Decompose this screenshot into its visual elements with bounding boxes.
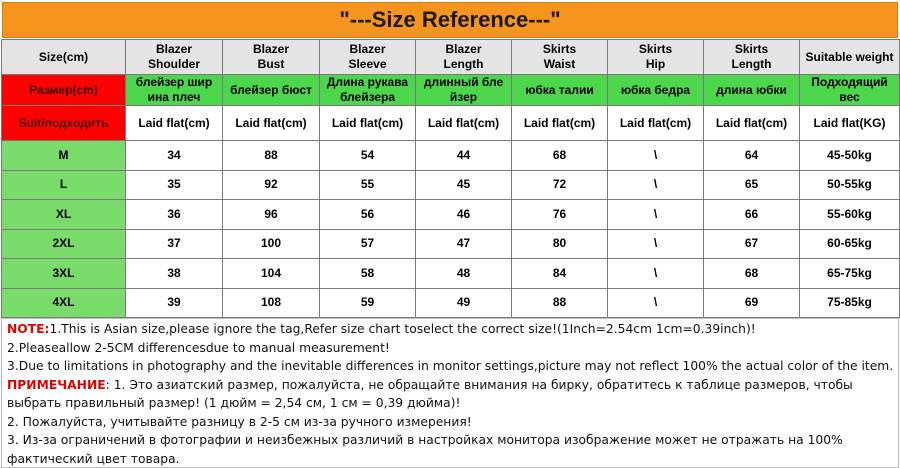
table-cell: 64 [704,141,800,171]
table-cell: \ [608,259,704,289]
table-cell: 4XL [2,288,126,318]
table-cell: 67 [704,229,800,259]
table-header-row [2,40,900,75]
table-cell: Blazer Bust [223,40,320,75]
table-russian-row [2,75,900,106]
table-cell: Blazer Sleeve [320,40,416,75]
table-cell: 57 [320,229,416,259]
table-cell: L [2,170,126,200]
note-label: NOTE: [7,322,50,336]
table-cell: 36 [126,200,223,230]
table-cell: Laid flat(cm) [416,106,512,141]
table-cell: 75-85kg [800,288,900,318]
table-cell: 88 [223,141,320,171]
table-cell: Laid flat(cm) [608,106,704,141]
table-cell: 65 [704,170,800,200]
table-cell: 60-65kg [800,229,900,259]
table-cell: 66 [704,200,800,230]
table-cell: 55-60kg [800,200,900,230]
table-cell: 55 [320,170,416,200]
table-cell: 48 [416,259,512,289]
table-cell: \ [608,141,704,171]
table-cell: 104 [223,259,320,289]
table-cell: 34 [126,141,223,171]
table-cell: 56 [320,200,416,230]
table-cell: 68 [704,259,800,289]
table-cell: юбка талии [512,75,608,106]
table-cell: Suit/подходить [2,106,126,141]
table-cell: Laid flat(cm) [126,106,223,141]
table-cell: 54 [320,141,416,171]
table-cell: 47 [416,229,512,259]
table-cell: 35 [126,170,223,200]
table-cell: 38 [126,259,223,289]
table-cell: M [2,141,126,171]
table-cell: блейзер бюст [223,75,320,106]
table-row [2,229,900,259]
table-row [2,288,900,318]
table-cell: Skirts Hip [608,40,704,75]
table-row [2,141,900,171]
ru-note-line-2: 2. Пожалуйста, учитывайте разницу в 2-5 см из-за ручного измерения! [7,414,472,429]
table-cell: блейзер шир ина плеч [126,75,223,106]
table-cell: Laid flat(KG) [800,106,900,141]
table-cell: 68 [512,141,608,171]
table-cell: XL [2,200,126,230]
table-cell: Длина рукава блейзера [320,75,416,106]
table-cell: Suitable weight [800,40,900,75]
table-cell: 76 [512,200,608,230]
table-cell: 92 [223,170,320,200]
table-cell: Размер(cm) [2,75,126,106]
table-cell: 59 [320,288,416,318]
table-cell: 88 [512,288,608,318]
table-cell: Laid flat(cm) [704,106,800,141]
size-table [1,39,900,318]
table-cell: длина юбки [704,75,800,106]
size-reference-banner [2,2,898,38]
table-cell: Laid flat(cm) [512,106,608,141]
table-cell: 39 [126,288,223,318]
table-cell: 49 [416,288,512,318]
ru-note-line-1: ПРИМЕЧАНИЕ: 1. Это азиатский размер, пожалуйста, не обращайте внимания на бирку, обратитесь к таблице размеров, чтобы выбрать правильный размер! (1 дюйм = 2,54 см, 1 см = 0,39 дюйма)! [7,377,853,410]
table-cell: Skirts Length [704,40,800,75]
table-cell: 72 [512,170,608,200]
table-cell: 58 [320,259,416,289]
table-cell: 108 [223,288,320,318]
table-cell: Blazer Shoulder [126,40,223,75]
table-row [2,200,900,230]
table-cell: 100 [223,229,320,259]
table-cell: 45 [416,170,512,200]
notes-panel [1,318,899,468]
table-cell: Laid flat(cm) [223,106,320,141]
table-cell: 45-50kg [800,141,900,171]
table-cell: 46 [416,200,512,230]
table-cell: 50-55kg [800,170,900,200]
table-row [2,170,900,200]
table-cell: Подходящий вес [800,75,900,106]
note-line-2: 2.Pleaseallow 2-5CM differencesdue to manual measurement! [7,340,390,355]
ru-note-label: ПРИМЕЧАНИЕ [7,377,106,392]
table-cell: \ [608,170,704,200]
table-cell: 2XL [2,229,126,259]
table-cell: \ [608,229,704,259]
table-cell: 37 [126,229,223,259]
table-cell: Size(cm) [2,40,126,75]
banner-title: "---Size Reference---" [339,7,561,32]
table-cell: \ [608,200,704,230]
table-cell: Blazer Length [416,40,512,75]
note-line-3: 3.Due to limitations in photography and the inevitable differences in monitor settings,picture may not reflect 100% the actual color of the item. [7,359,894,373]
table-cell: юбка бедра [608,75,704,106]
table-row [2,259,900,289]
table-suit-row [2,106,900,141]
table-cell: 84 [512,259,608,289]
table-cell: 96 [223,200,320,230]
table-cell: 80 [512,229,608,259]
table-cell: 44 [416,141,512,171]
size-table-body [2,40,900,318]
note-line-1: NOTE:1.This is Asian size,please ignore the tag,Refer size chart toselect the correct size!(1Inch=2.54cm 1cm=0.39inch)! [7,322,756,336]
table-cell: \ [608,288,704,318]
table-cell: 69 [704,288,800,318]
table-cell: Laid flat(cm) [320,106,416,141]
table-cell: 3XL [2,259,126,289]
table-cell: Skirts Waist [512,40,608,75]
ru-note-line-3: 3. Из-за ограничений в фотографии и неизбежных различий в настройках монитора изображение может не отражать на 100% фактический цвет товара. [7,433,843,466]
table-cell: длинный бле йзер [416,75,512,106]
table-cell: 65-75kg [800,259,900,289]
